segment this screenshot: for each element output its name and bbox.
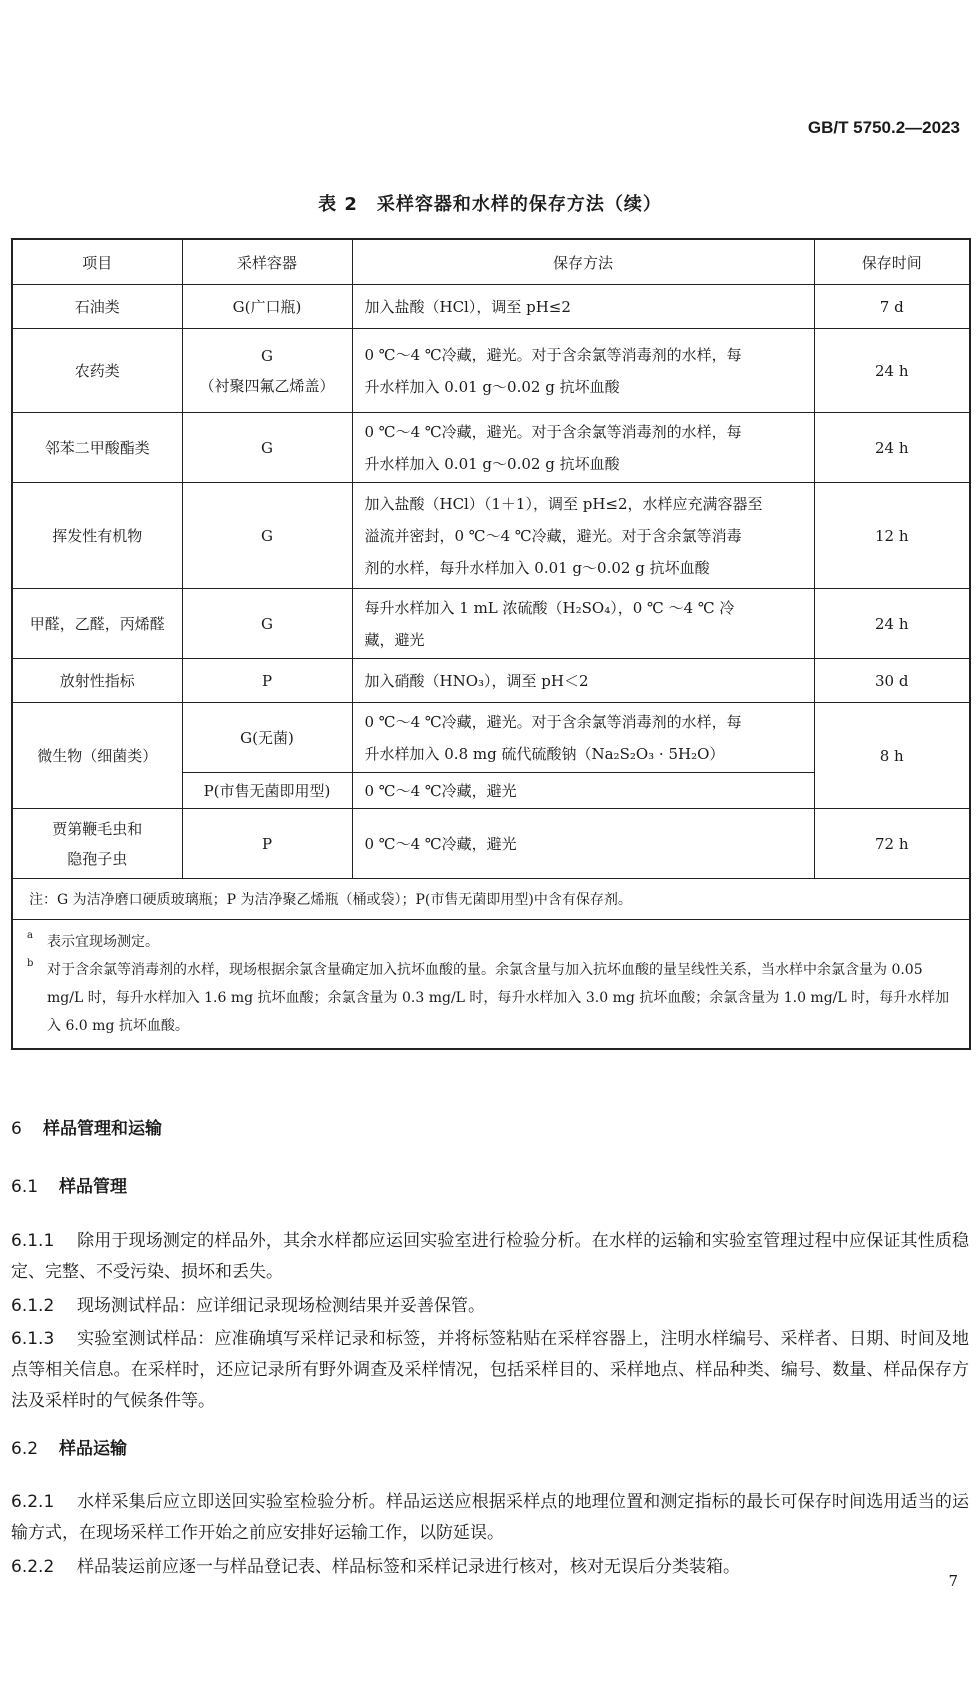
table-header-row <box>12 239 970 285</box>
footnote <box>27 956 959 1040</box>
table-row <box>12 483 970 589</box>
time-cell: 24 h <box>814 329 970 413</box>
item-cell: 微生物（细菌类） <box>12 703 182 809</box>
standard-code: GB/T 5750.2—2023 <box>807 118 960 137</box>
table-row <box>12 285 970 329</box>
table-row <box>12 659 970 703</box>
time-cell: 8 h <box>814 703 970 809</box>
footnote <box>27 928 959 956</box>
footnote-text: 表示宜现场测定。 <box>47 934 159 950</box>
container-cell: G <box>182 413 352 483</box>
subsection-heading: 6.1 样品管理 <box>11 1177 127 1197</box>
method-cell: 每升水样加入 1 mL 浓硫酸（H₂SO₄），0 ℃ ～4 ℃ 冷 藏，避光 <box>352 589 814 659</box>
container-cell: P <box>182 659 352 703</box>
table-title: 表 2 采样容器和水样的保存方法（续） <box>318 194 662 215</box>
table-footnotes-row <box>12 920 970 1050</box>
container-cell: P(市售无菌即用型) <box>182 773 352 809</box>
column-header: 采样容器 <box>182 239 352 285</box>
method-cell: 加入盐酸（HCl），调至 pH≤2 <box>352 285 814 329</box>
clause-6-1-1: 6.1.1 除用于现场测定的样品外，其余水样都应运回实验室进行检验分析。在水样的运输和实验室管理过程中应保证其性质稳定、完整、不受污染、损坏和丢失。 <box>11 1231 969 1282</box>
method-cell: 0 ℃～4 ℃冷藏，避光。对于含余氯等消毒剂的水样，每 升水样加入 0.01 g～0.02 g 抗坏血酸 <box>352 329 814 413</box>
container-cell: G(无菌) <box>182 703 352 773</box>
method-cell: 加入硝酸（HNO₃），调至 pH＜2 <box>352 659 814 703</box>
footnote-mark: a <box>27 930 33 941</box>
container-cell: G(广口瓶) <box>182 285 352 329</box>
table-row <box>12 413 970 483</box>
item-cell: 甲醛，乙醛，丙烯醛 <box>12 589 182 659</box>
item-cell: 挥发性有机物 <box>12 483 182 589</box>
subsection-heading: 6.2 样品运输 <box>11 1439 127 1459</box>
method-cell: 0 ℃～4 ℃冷藏，避光。对于含余氯等消毒剂的水样，每 升水样加入 0.01 g～0.02 g 抗坏血酸 <box>352 413 814 483</box>
time-cell: 30 d <box>814 659 970 703</box>
container-cell: G <box>182 589 352 659</box>
clause-6-2-1: 6.2.1 水样采集后应立即送回实验室检验分析。样品运送应根据采样点的地理位置和测定指标的最长可保存时间选用适当的运输方式，在现场采样工作开始之前应安排好运输工作，以防延误。 <box>11 1492 969 1543</box>
table-note-row <box>12 879 970 920</box>
clause-6-1-2: 6.1.2 现场测试样品：应详细记录现场检测结果并妥善保管。 <box>11 1296 485 1316</box>
method-cell: 0 ℃～4 ℃冷藏，避光 <box>352 809 814 879</box>
time-cell: 7 d <box>814 285 970 329</box>
container-cell: G <box>182 483 352 589</box>
section-heading: 6 样品管理和运输 <box>11 1119 162 1139</box>
method-cell: 加入盐酸（HCl）（1＋1），调至 pH≤2，水样应充满容器至 溢流并密封，0 ℃～4 ℃冷藏，避光。对于含余氯等消毒 剂的水样，每升水样加入 0.01 g～0.02 g 抗坏血酸 <box>352 483 814 589</box>
item-cell: 贾第鞭毛虫和 隐孢子虫 <box>12 809 182 879</box>
time-cell: 24 h <box>814 589 970 659</box>
item-cell: 邻苯二甲酸酯类 <box>12 413 182 483</box>
table-row <box>12 329 970 413</box>
table-row <box>12 703 970 773</box>
method-cell: 0 ℃～4 ℃冷藏，避光。对于含余氯等消毒剂的水样，每 升水样加入 0.8 mg 硫代硫酸钠（Na₂S₂O₃ · 5H₂O） <box>352 703 814 773</box>
page-number: 7 <box>948 1572 958 1590</box>
column-header: 保存方法 <box>352 239 814 285</box>
clause-6-1-3: 6.1.3 实验室测试样品：应准确填写采样记录和标签，并将标签粘贴在采样容器上，注明水样编号、采样者、日期、时间及地点等相关信息。在采样时，还应记录所有野外调查及采样情况，包括采样目的、采样地点、样品种类、编号、数量、样品保存方法及采样时的气候条件等。 <box>11 1329 969 1411</box>
time-cell: 72 h <box>814 809 970 879</box>
footnote-mark: b <box>27 958 34 969</box>
table-note: 注：G 为洁净磨口硬质玻璃瓶；P 为洁净聚乙烯瓶（桶或袋）；P(市售无菌即用型)中含有保存剂。 <box>12 879 970 920</box>
column-header: 项目 <box>12 239 182 285</box>
clause-6-2-2: 6.2.2 样品装运前应逐一与样品登记表、样品标签和采样记录进行核对，核对无误后分类装箱。 <box>11 1557 740 1577</box>
container-cell: P <box>182 809 352 879</box>
footnote-text: 对于含余氯等消毒剂的水样，现场根据余氯含量确定加入抗坏血酸的量。余氯含量与加入抗坏血酸的量呈线性关系，当水样中余氯含量为 0.05 mg/L 时，每升水样加入 1.6 mg 抗坏血酸；余氯含量为 0.3 mg/L 时，每升水样加入 3.0 mg 抗坏血酸；余氯含量为 1.0 mg/L 时，每升水样加入 6.0 mg 抗坏血酸。 <box>47 962 950 1034</box>
preservation-table <box>11 238 971 1050</box>
table-row <box>12 809 970 879</box>
method-cell: 0 ℃～4 ℃冷藏，避光 <box>352 773 814 809</box>
table-row <box>12 589 970 659</box>
time-cell: 12 h <box>814 483 970 589</box>
time-cell: 24 h <box>814 413 970 483</box>
item-cell: 农药类 <box>12 329 182 413</box>
item-cell: 石油类 <box>12 285 182 329</box>
table-footnotes <box>12 920 970 1050</box>
container-cell: G （衬聚四氟乙烯盖） <box>182 329 352 413</box>
item-cell: 放射性指标 <box>12 659 182 703</box>
column-header: 保存时间 <box>814 239 970 285</box>
